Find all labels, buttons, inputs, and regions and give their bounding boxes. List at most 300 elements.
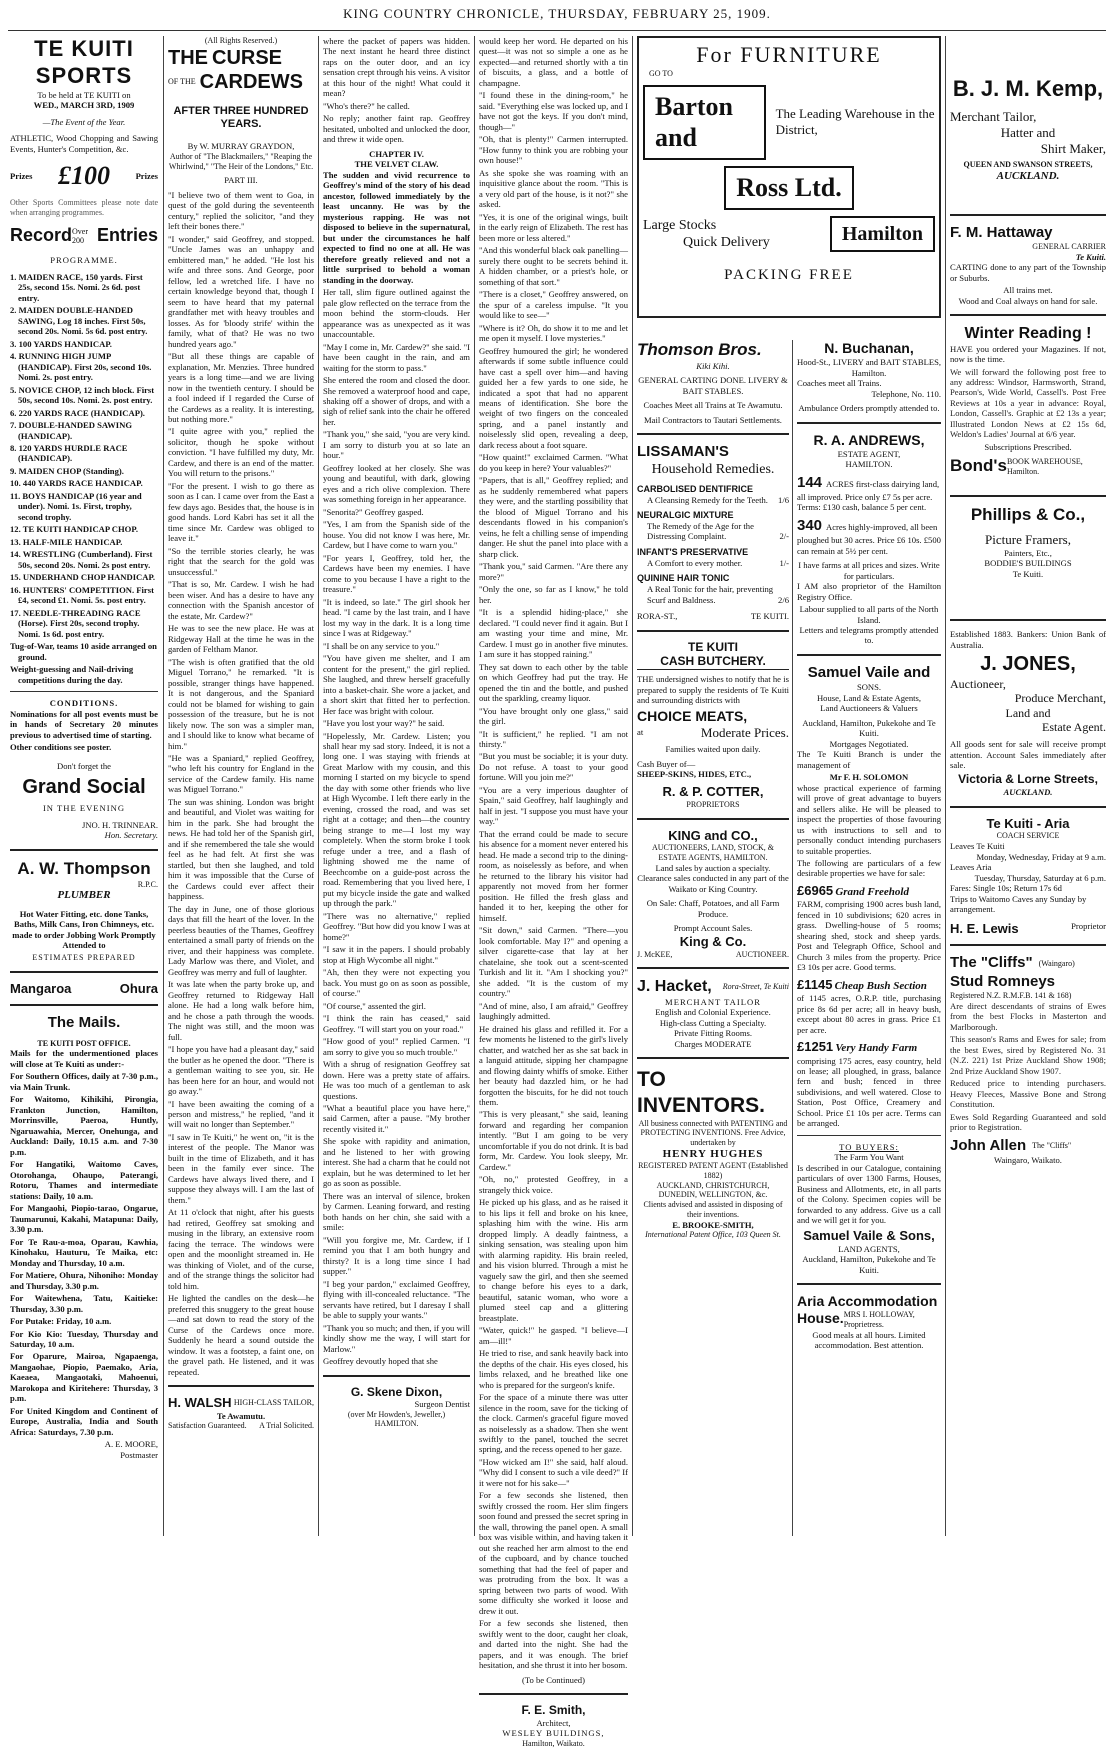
boddie: BODDIE'S BUILDINGS xyxy=(984,558,1072,569)
story-paragraph: "Water, quick!" he gasped. "I believe—I am—ill!" xyxy=(479,1325,628,1346)
allen-cliffs: The "Cliffs" xyxy=(1032,1140,1072,1150)
packing-free: PACKING FREE xyxy=(724,267,854,284)
story-paragraph: "I beg your pardon," exclaimed Geoffrey, flying with ill-concealed reluctance. "The servants have retired, but I daresay I shall be able to supply your wants." xyxy=(323,1278,470,1321)
remedy-desc: The Remedy of the Age for the Distressing Complaint. xyxy=(647,520,754,542)
plumber-title: PLUMBER xyxy=(57,889,111,902)
remedy-name: INFANT'S PRESERVATIVE xyxy=(637,546,749,557)
kemp-town: AUCKLAND. xyxy=(996,170,1060,183)
remedy-desc: A Real Tonic for the hair, preventing Scurf and Baldness. xyxy=(647,584,774,605)
cliffs-row xyxy=(950,954,1106,972)
story-text xyxy=(323,287,470,1366)
column-divider xyxy=(474,36,475,1536)
story-paragraph: "You are a very imperious daughter of Spain," said Geoffrey, half laughingly and half in jest. "I suppose you must have your way." xyxy=(479,784,628,827)
aria-name: Aria Accommodation xyxy=(797,1293,938,1310)
programme-item: Tug-of-War, teams 10 aside arranged on ground. xyxy=(10,641,157,662)
hattaway-town: Te Kuiti. xyxy=(1075,251,1106,262)
aria-prop: MRS I. HOLLOWAY, Proprietress. xyxy=(843,1310,915,1329)
vaile-sons: SONS. xyxy=(856,682,882,693)
prop3-body: comprising 175 acres, easy country, held on lease; all ploughed, in grass, balance fern and bush; fenced in three subdivisions, and well watered. Close to Station, Post Office, Creamery and School. Price £1 10s per acre. Terms can be arranged. xyxy=(797,1055,941,1129)
on-sale: On Sale: Chaff, Potatoes, and all Farm Produce. xyxy=(646,898,780,919)
hattaway-name: F. M. Hattaway xyxy=(950,223,1053,241)
choice-meats: CHOICE MEATS, xyxy=(637,707,748,724)
hughes-clients: Clients advised and assisted in disposing of their inventions. xyxy=(643,1200,783,1219)
programme-item: 3. 100 YARDS HANDICAP. xyxy=(10,338,112,349)
story-paragraph: "There is a closet," Geoffrey answered, on the spur of a careless impulse. "It you would like to see—" xyxy=(479,289,628,321)
buyers-body: Is described in our Catalogue, containing particulars of over 1300 Farms, Houses, Business and Allotments, etc, in all parts of the Colony. Specimen copies will be forwarded to any address. Give us a call and we will get it for you. xyxy=(797,1162,941,1226)
title-curse: CURSE xyxy=(212,46,283,69)
buchanan-town: Hamilton. xyxy=(851,367,887,378)
hamilton-logo: Hamilton xyxy=(830,216,935,252)
other-sports: Other Sports Committees please note date when arranging programmes. xyxy=(10,197,158,217)
cliffs1: The "Cliffs" xyxy=(950,954,1033,972)
jones-t1: Auctioneer, xyxy=(950,676,1006,691)
story-paragraph: "I hope you have had a pleasant day," said the butler as he opened the door. "There is a gentleman waiting to see you, sir. He has been here for an hour, and would not go away." xyxy=(168,1044,314,1097)
story-paragraph: "I quite agree with you," replied the solicitor, though he spoke without conviction. "I have fulfilled my duty, Mr. Cardew, and there is an end of the matter. You will return to the prisons." xyxy=(168,426,314,479)
king-name: KING and CO., xyxy=(668,827,758,843)
jones-name: J. JONES, xyxy=(980,653,1076,676)
remedy-desc: A Comfort to every mother. xyxy=(647,557,743,568)
buchanan-coaches: Coaches meet all Trains. xyxy=(797,378,882,389)
masthead-rule xyxy=(8,30,1106,31)
story-paragraph: It was late when the party broke up, and Geoffrey returned to Ridgeway Hall alone. He had a long walk before him, and he chose a path through the woods. The night was still, and the moon was full. xyxy=(168,979,314,1042)
andrews-name: R. A. ANDREWS, xyxy=(813,431,925,448)
story-paragraph: "Hopelessly, Mr. Cardew. Listen; you shall hear my sad story. Indeed, it is not a long one. I was staying with friends at Great Marlow with my cousin, and this morning I started on my bicycle to spend the day with some other friends who live at High Wycombe. I left there early in the evening, crossed the road, and was set right at a cottage; and then—the country being strange to me—I lost my way completely. When the storm broke I took refuge under a tree, and a flash of lightning showed me the name of Beechcombe on a guide-post across the road. Remembering that you lived here, I put my bicycle inside the gate and walked up through the park." xyxy=(323,730,470,909)
andrews-letters: Letters and telegrams promptly attended to. xyxy=(799,624,939,646)
programme-item: 8. 120 YARDS HURDLE RACE (HANDICAP). xyxy=(10,443,128,464)
farm-want: The Farm You Want xyxy=(834,1152,904,1163)
column-2 xyxy=(168,36,314,1536)
remedy-desc: A Cleansing Remedy for the Teeth. xyxy=(647,494,768,505)
story-paragraph: "Will you forgive me, Mr. Cardew, if I remind you that I am both hungry and thirsty? It is a long time since I had supper." xyxy=(323,1234,470,1277)
walsh-name: H. WALSH xyxy=(168,1395,232,1411)
story-paragraph: "How good of you!" replied Carmen. "I am sorry to give you so much trouble." xyxy=(323,1036,470,1057)
hacket-name: J. Hacket, xyxy=(637,978,712,996)
vaile-house: House, Land & Estate Agents, xyxy=(816,692,922,703)
coach-days-k: Monday, Wednesday, Friday at 9 a.m. xyxy=(976,851,1106,862)
stock-row xyxy=(643,216,935,252)
rora-row xyxy=(637,611,789,621)
walsh-right: A Trial Solicited. xyxy=(259,1421,314,1431)
andrews-farms: I have farms at all prices and sizes. Write for particulars. xyxy=(798,560,940,581)
story-paragraph: "But you must be sociable; it is your duty. Do not refuse. A toast to your good fortune. Will you join me?" xyxy=(479,751,628,783)
thomson-body: GENERAL CARTING DONE. LIVERY & BAIT STABLES. xyxy=(638,375,788,396)
skene-town: HAMILTON. xyxy=(374,1419,419,1429)
story-paragraph: For a few seconds she listened, then swiftly crossed the room. Her slim fingers soon found and pressed the secret spring in the wall, throwing the panel open. A small box was visible within, and having taken it out she reached her arm almost to the end of the cupboard, and by chance touched something that had the feel of paper and was protruding from the box. It was a spring between two parts of wood. With some difficulty she worked it loose and drew it out. xyxy=(479,1490,628,1616)
column-6 xyxy=(797,340,941,1536)
mails-title: The Mails. xyxy=(47,1014,121,1032)
andrews-town: HAMILTON. xyxy=(845,459,893,470)
prop2-price: £1145 xyxy=(797,976,833,992)
rora-town: TE KUITI. xyxy=(750,611,789,622)
hacket-cutting: High-class Cutting a Specialty. xyxy=(659,1017,767,1028)
chapter-title: THE VELVET CLAW. xyxy=(354,159,439,170)
story-paragraph: With a shrug of resignation Geoffrey sat down. Here was a pretty state of affairs. He was too much of a gentleman to ask questions. xyxy=(323,1059,470,1101)
sports-title: TE KUITI SPORTS xyxy=(34,36,134,88)
lewis: H. E. Lewis xyxy=(950,920,1019,936)
column-divider xyxy=(318,36,319,1536)
barton-row xyxy=(643,85,935,160)
thomson-trains: Coaches Meet all Trains at Te Awamutu. xyxy=(643,400,783,411)
jones-t2: Produce Merchant, xyxy=(1014,691,1106,706)
column-1 xyxy=(10,36,158,1536)
leading-warehouse: The Leading Warehouse in the District, xyxy=(775,106,935,138)
mckee-left: J. McKEE, xyxy=(637,949,673,959)
vaile2-name: Samuel Vaile & Sons, xyxy=(803,1227,935,1243)
story-paragraph: "Sit down," said Carmen. "There—you look comfortable. May I?" and opening a silver cigarette-case that lay at her chatelaine, she took out a scent-scented Turkish and lit it. "Am I shocking you?" she added. "It is the custom of my country." xyxy=(479,925,628,999)
story-paragraph: "The wish is often gratified that the old Miguel Torrano," he remarked. "It is possible, stranger things have happened. It is not dangerous, and the Spaniard could not be blamed for wishing to gain possession of the treasure, but he is not likely now. The son was a simpler man, and I should like to know what became of him." xyxy=(168,656,314,751)
winter-sub: Subscriptions Prescribed. xyxy=(984,441,1072,452)
remedy-row xyxy=(637,521,789,542)
hacket-body: English and Colonial Experience. xyxy=(655,1007,771,1018)
story-paragraph: Geoffrey devoutly hoped that she xyxy=(323,1356,438,1367)
prizes-amount: £100 xyxy=(58,161,110,191)
story-paragraph: "Oh, that is plenty!" Carmen interrupted. "How funny to think you are robbing your own house!" xyxy=(479,134,628,166)
families: Families waited upon daily. xyxy=(665,744,761,755)
mail-schedule-item: For Te Rau-a-moa, Oparau, Kawhia, Kinohaku, Hauturu, Te Maika, etc: Monday and Thursday, 10 a.m. xyxy=(10,1236,158,1268)
buchanan-hood: Hood-St., xyxy=(797,357,831,368)
title-cardews: CARDEWS xyxy=(199,71,303,94)
story-paragraph: At 11 o'clock that night, after his guests had retired, Geoffrey sat smoking and musing in the library, an extensive room facing the terrace. The windows were open and the moonlight streamed in. He was thinking of Violet, and of the curse, and of the strange things the solicitor had told him. xyxy=(168,1207,314,1291)
aria-body: Good meals at all hours. Limited accommodation. Best attention. xyxy=(812,1329,926,1351)
hacket-addr: Rora-Street, Te Kuiti xyxy=(722,982,789,992)
story-paragraph: For the space of a minute there was utter silence in the room, save for the ticking of the clock. Carmen's graceful figure moved as noiselessly as a shadow. Then she went swiftly to the panel, touched the secret spring, and the recess opened to her gaze. xyxy=(479,1392,628,1455)
programme-item: 16. HUNTERS' COMPETITION. First £4, second £1. Nomi. 5s. post entry. xyxy=(10,584,154,606)
mckee-right: AUCTIONEER. xyxy=(735,949,789,959)
record-entries xyxy=(10,225,158,247)
mail-schedule-item: For Waitewhena, Tatu, Kaitieke: Thursday, 3.30 p.m. xyxy=(10,1293,158,1314)
programme-item: Weight-guessing and Nail-driving competitions during the day. xyxy=(10,664,134,685)
kemp-addr: QUEEN AND SWANSON STREETS, xyxy=(963,160,1093,170)
prop1-name: Grand Freehold xyxy=(835,885,909,898)
story-paragraph: "I think the rain has ceased," said Geoffrey. "I will start you on your road." xyxy=(323,1013,470,1034)
remedy-name: CARBOLISED DENTIFRICE xyxy=(637,483,754,494)
story-paragraph: "May I come in, Mr. Cardew?" she said. "I have been caught in the rain, and am waiting for the storm to pass." xyxy=(323,341,470,373)
prizes-right: Prizes xyxy=(135,170,158,181)
programme-item: 10. 440 YARDS RACE HANDICAP. xyxy=(10,478,143,489)
coach-service: COACH SERVICE xyxy=(996,831,1060,841)
mail-schedule-item: For Hangatiki, Waitomo Caves, Otorohanga, Ohaupo, Paterangi, Rotoru, Thames and intermediate stations: Daily, 10 a.m. xyxy=(10,1159,158,1201)
programme-item: 4. RUNNING HIGH JUMP (HANDICAP). First 20s, second 10s. Nomi. 2s. post entry. xyxy=(10,351,152,383)
prompt-sales: Prompt Account Sales. xyxy=(673,923,753,934)
sports-held: To be held at TE KUITI on xyxy=(37,89,131,100)
hattaway-body: CARTING done to any part of the Township or Suburbs. xyxy=(950,262,1106,283)
prop1-title xyxy=(797,883,941,899)
smith-name: F. E. Smith, xyxy=(521,1703,586,1718)
story-paragraph: "Yes, I am from the Spanish side of the house. You did not know I was here, Mr. Cardew, but I have come to warn you." xyxy=(323,519,470,551)
story-paragraph: "It is sufficient," he replied. "I am not thirsty." xyxy=(479,728,628,749)
winter-reading: Winter Reading ! xyxy=(964,325,1092,343)
programme-list xyxy=(10,272,158,685)
prop1-body: FARM, comprising 1900 acres bush land, fenced in 10 subdivisions; 620 acres in grass. Dwelling-house of 5 rooms; shearing shed, stock and sheep yards. Post and Telegraph Office, School and Church 3 miles from the property. Price £3 10s per acre. Good terms. xyxy=(797,899,941,973)
smith-title: Architect, xyxy=(536,1717,571,1728)
phillips-name: Phillips & Co., xyxy=(970,505,1086,525)
hattaway-title: GENERAL CARRIER xyxy=(1032,241,1106,251)
walsh-town: Te Awamutu. xyxy=(216,1410,266,1421)
part-number: PART III. xyxy=(224,175,258,186)
prop2-name: Cheap Bush Section xyxy=(834,979,927,992)
ambulance: Ambulance Orders promptly attended to. xyxy=(798,403,940,414)
remedy-price: 2/- xyxy=(779,531,789,542)
story-paragraph: He was to see the new place. He was at Ridgeway Hall at the time he was in the garden of Feltham Manor. xyxy=(168,623,314,655)
butchery-2: CASH BUTCHERY. xyxy=(637,654,789,670)
vaile-branch: The Te Kuiti Branch is under the management of xyxy=(797,749,941,770)
cliffs-sold: Ewes Sold Regarding Guaranteed and sold prior to Registration. xyxy=(950,1111,1106,1133)
quick-delivery: Quick Delivery xyxy=(683,234,770,250)
story-paragraph: "There was no alternative," replied Geoffrey. "But how did you know I was at home?" xyxy=(323,910,470,942)
vaile2-towns: Auckland, Hamilton, Pukekohe and Te Kuiti. xyxy=(802,1254,936,1275)
solomon: Mr F. H. SOLOMON xyxy=(829,772,909,783)
coach-trips: Trips to Waitomo Caves any Sunday by arrangement. xyxy=(950,893,1087,915)
story-paragraph: "I believe two of them went to Goa, in quest of the gold during the seventeenth century," replied the solicitor, "and they left their bones there." xyxy=(168,189,314,232)
story-paragraph: They sat down to each other by the table on which Geoffrey had put the tray. He opened the tin and the bottle, and pushed out the sparkling, creamy liquor. xyxy=(479,661,628,704)
established: Established 1883. Bankers: Union Bank of Australia. xyxy=(950,629,1106,650)
to-buyers: TO BUYERS: xyxy=(839,1141,899,1152)
story-paragraph: "This is very pleasant," she said, leaning forward and regarding her companion intently. "But I am going to be very uncomfortable if you do not drink. It is bad form, Mr. Cardew. You look sleepy, Mr. Cardew." xyxy=(479,1109,628,1172)
programme-item: 14. WRESTLING (Cumberland). First 50s, second 20s. Nomi. 2s post entry. xyxy=(10,549,153,570)
column-3 xyxy=(323,36,470,1536)
prop1-price: £6965 xyxy=(797,882,834,898)
story-paragraph: "That is so, Mr. Cardew. I wish he had been wiser. And has a desire to have any connection with the Spanish ancestor of the estate, Mr. Cardew?" xyxy=(168,579,314,621)
remedy-item xyxy=(637,573,789,605)
brooke: E. BROOKE-SMITH, xyxy=(672,1219,754,1230)
mail-schedule-item: For Oparure, Mairoa, Ngapaenga, Mangaohae, Piopio, Paemako, Aria, Kaeaea, Mangaotaki, Mahoenui, Marokopa and Kiritehere: Thursday, 3 p.m. xyxy=(10,1351,158,1404)
mckee-row xyxy=(637,950,789,960)
prizes-left: Prizes xyxy=(10,170,33,181)
story-paragraph: "Oh, no," protested Geoffrey, in a strangely thick voice. xyxy=(479,1174,628,1195)
furniture-for: For FURNITURE xyxy=(696,42,882,67)
estimates: ESTIMATES PREPARED xyxy=(32,952,136,962)
coach-name: Te Kuiti - Aria xyxy=(986,815,1070,831)
story-title xyxy=(168,46,314,70)
conditions-heading: CONDITIONS. xyxy=(49,698,119,709)
mail-schedule-item: For Mangaohi, Piopio-tarao, Ongarue, Taumarunui, Kakahi, Matapuna: Daily, 3.30 p.m. xyxy=(10,1203,158,1235)
story-paragraph: She spoke with rapidity and animation, and he listened to her with growing interest. She had a charm that he could not explain, but he was determined to let her go as soon as possible. xyxy=(323,1136,470,1189)
ohura: Ohura xyxy=(119,980,158,996)
king-sub: AUCTIONEERS, LAND, STOCK, & ESTATE AGENTS, HAMILTON. xyxy=(651,843,775,863)
skene-title: Surgeon Dentist xyxy=(414,1399,470,1410)
intl-office: International Patent Office, 103 Queen St. xyxy=(645,1230,781,1240)
hughes-towns: AUCKLAND, CHRISTCHURCH, DUNEDIN, WELLINGTON, &c. xyxy=(656,1180,770,1200)
merchant-tailor: MERCHANT TAILOR xyxy=(665,996,761,1007)
story-paragraph: "But all these things are capable of explanation, Mr. Menzies. Three hundred years is a long time—and we are living now in the twentieth century. I should be a fool indeed if I regarded the Curse of the Cardews as a reality. It is interesting, but nothing more." xyxy=(168,351,314,424)
remedy-name: QUININE HAIR TONIC xyxy=(637,573,730,584)
aria-house: House. xyxy=(797,1310,844,1327)
programme-item: 6. 220 YARDS RACE (HANDICAP). xyxy=(10,407,145,418)
title-the: THE xyxy=(168,46,208,69)
bonds: Bond's xyxy=(950,456,1007,476)
prop2-body: of 1145 acres, O.R.P. title, purchasing price 8s 6d per acre; all in heavy bush, except about 80 acres in grass. Price £1 per acre. xyxy=(797,993,941,1035)
story-paragraph: "What a beautiful place you have here," said Carmen, after a pause. "My brother recently visited it." xyxy=(323,1102,470,1134)
allen-row xyxy=(950,1137,1106,1155)
at-word: at xyxy=(637,727,644,738)
story-paragraph: "And of mine, also, I am afraid," Geoffrey laughingly admitted. xyxy=(479,1000,628,1022)
listing-acres: 340 xyxy=(797,516,823,534)
mails-intro: Mails for the undermentioned places will close at Te Kuiti as under:- xyxy=(10,1048,158,1069)
buchanan-telephone: Telephone, No. 110. xyxy=(871,388,941,399)
property-listing xyxy=(797,517,941,556)
allen-town: Waingaro, Waikato. xyxy=(994,1154,1062,1165)
bonds-row xyxy=(950,456,1106,477)
column-divider xyxy=(945,36,946,1536)
barton-logo: Barton and xyxy=(643,85,766,160)
remedy-item xyxy=(637,510,789,542)
remedy-row xyxy=(637,558,789,568)
event-of-year: —The Event of the Year. xyxy=(42,116,126,127)
story-paragraph: Geoffrey humoured the girl; he wondered afterwards if some subtle influence could have cast a spell over him—and having guided her a few yards to one side, he indicated a spot that had no apparent means of identification. She bore the weight of two fingers on the concealed spring, and a panel instantly and noiselessly slid open, revealing a deep, dark recess about a foot square. xyxy=(479,345,628,450)
remedy-row xyxy=(637,584,789,605)
after-years: AFTER THREE HUNDRED YEARS. xyxy=(173,104,309,130)
story-paragraph: "So the terrible stories clearly, he was right that the search for the gold was unsuccessful." xyxy=(168,545,314,577)
vaile-particulars: The following are particulars of a few desirable properties we have for sale: xyxy=(797,858,941,879)
programme-item: 17. NEEDLE-THREADING RACE (Horse). First 20s, second trophy. Nomi. 1s 6d. post entry. xyxy=(10,607,141,639)
butchery-body: THE undersigned wishes to notify that he is prepared to supply the residents of Te Kuiti and surrounding districts with xyxy=(637,674,789,706)
programme-item: 5. NOVICE CHOP, 12 inch block. First 50s, second 10s. Nomi. 2s. post entry. xyxy=(10,384,155,406)
column-divider xyxy=(163,36,164,1536)
cash-buyer: Cash Buyer of— xyxy=(637,758,696,769)
thompson-name: A. W. Thompson xyxy=(17,858,151,878)
story-paragraph: "How quaint!" exclaimed Carmen. "What do you keep in here? Your valuables?" xyxy=(479,452,628,473)
vaile-mort: Mortgages Negotiated. xyxy=(829,738,909,749)
programme-item: 7. DOUBLE-HANDED SAWING (HANDICAP). xyxy=(10,420,132,441)
go-to: GO TO xyxy=(649,68,673,78)
story-paragraph: "Of course," assented the girl. xyxy=(323,1000,426,1011)
butchery-1: TE KUITI xyxy=(688,639,738,654)
story-paragraph: "Ah, then they were not expecting you back. You must go on as soon as possible, of course." xyxy=(323,967,470,999)
story-paragraph: She entered the room and closed the door. She removed a waterproof hood and cape, shaking off a shower of drops, and with a sigh of relief sank into the chair he offered her. xyxy=(323,375,470,427)
walsh-trade: HIGH-CLASS TAILOR, xyxy=(233,1398,314,1408)
story-paragraph: "I shall be on any service to you." xyxy=(323,640,440,651)
coach-leaves-a: Leaves Aria xyxy=(950,862,992,873)
story-paragraph: "It is a splendid hiding-place," she declared. "I could never find it again. But I am wasting your time and mine, Mr. Cardew. I must go in another five minutes. I am sure it has stopped raining." xyxy=(479,607,628,660)
walsh-footer xyxy=(168,1421,314,1431)
story-paragraph: "I saw in Te Kuiti," he went on, "it is the interest of the people. The Manor was built in the time of Elizabeth, and it has been in the family ever since. The Cardews have always lived there, and I suppose they always will. I am the last of them." xyxy=(168,1131,314,1205)
programme-item: 1. MAIDEN RACE, 150 yards. First 25s, second 15s. Nomi. 2s 6d. post entry. xyxy=(10,271,143,303)
remedy-name: NEURALGIC MIXTURE xyxy=(637,509,734,520)
mail-schedule-item: For Waitomo, Kihikihi, Pirongia, Frankton Junction, Hamilton, Morrinsville, Paeroa, Huntly, Ngaruawahia, Mercer, Onehunga, and Auckland: Daily, 10.15 a.m. and 7-30 p.m. xyxy=(10,1094,158,1157)
prop3-name: Very Handy Farm xyxy=(835,1042,918,1055)
winter-body: HAVE you ordered your Magazines. If not, now is the time. xyxy=(950,343,1106,365)
walsh-ad xyxy=(168,1395,314,1411)
conditions-text: Nominations for all post events must be in hands of Secretary 20 minutes previous to advertised time of starting. xyxy=(10,708,158,740)
story-paragraph: There was an interval of silence, broken by Carmen. Leaning forward, and resting both hands on her chin, she said with a smile: xyxy=(323,1190,470,1233)
story-paragraph: That the errand could be made to secure his absence for a moment never entered his head. He made a second trip to the dining-room, as noiselessly as before, and when he returned to the library his visitor had apparently not moved from her former position. He filled the fresh glass and handed it to her, keeping the other for himself. xyxy=(479,828,628,923)
remedy-price: 1/6 xyxy=(778,494,789,505)
mails-list xyxy=(10,1071,158,1437)
story-paragraph: "Thank you," said Carmen. "Are there any more?" xyxy=(479,561,628,582)
vaile-valuers: Land Auctioneers & Valuers xyxy=(820,703,918,714)
remedy-row xyxy=(637,495,789,505)
chapter-intro: The sudden and vivid recurrence to Geoffrey's mind of the story of his dead ancestor, followed immediately by the least uncanny. He was by the mysterious rapping. He was not disposed to believe in the supernatural, but under the circumstances he half expected to find no one at all. He was therefore greatly relieved and not a little surprised to behold a woman standing in the doorway. xyxy=(323,169,470,285)
victoria: Victoria & Lorne Streets, xyxy=(958,772,1098,787)
story-paragraph: "How wicked am I!" she said, half aloud. "Why did I consent to such a vile deed?" If it were not for his sake—" xyxy=(479,1456,628,1488)
thomson-mail: Mail Contractors to Tautari Settlements. xyxy=(644,414,782,425)
bonds-sub: BOOK WAREHOUSE, Hamilton. xyxy=(1006,457,1083,476)
column-4 xyxy=(479,36,628,1748)
mail-schedule-item: For Putake: Friday, 10 a.m. xyxy=(10,1316,112,1327)
andrews-listings xyxy=(797,474,941,557)
story-paragraph: The day in June, one of those glorious days that fill the heart of the lover. In the peerless beauties of the Thames, Geoffrey entertained a small party of friends on the river, and their happiness was complete. Lady Marlow was there, and Violet, and Geoffrey was merry and full of laughter. xyxy=(168,903,314,977)
mail-schedule-item: For United Kingdom and Continent of Europe, Australia, India and South Africa: Saturdays, 7.30 p.m. xyxy=(10,1405,158,1437)
mail-schedule-item: For Southern Offices, daily at 7-30 p.m., via Main Trunk. xyxy=(10,1071,158,1092)
story-paragraph: "Yes, it is one of the original wings, built in the early reign of Elizabeth. The rest has been more or less altered." xyxy=(479,211,628,243)
author-desc: Author of "The Blackmailers," "Reaping the Whirlwind," "The Heir of the Londons," Etc. xyxy=(168,151,314,171)
athletic-line: ATHLETIC, Wood Chopping and Sawing Events, Hunter's Competition, &c. xyxy=(10,133,158,154)
buchanan-livery: LIVERY and BAIT STABLES, xyxy=(832,357,941,368)
post-office: TE KUITI POST OFFICE. xyxy=(37,1038,131,1048)
mangaroa-ohura xyxy=(10,981,158,997)
listing-acres: 144 xyxy=(797,473,823,491)
story-paragraph: "Thank you so much; and then, if you will kindly show me the way, I will start for Marlow." xyxy=(323,1322,470,1354)
story-paragraph: "Where is it? Oh, do show it to me and let me open it myself. I love mysteries." xyxy=(479,322,628,344)
coach-fares: Fares: Single 10s; Return 17s 6d xyxy=(950,883,1062,894)
prop3-title xyxy=(797,1039,941,1055)
programme-item: 12. TE KUITI HANDICAP CHOP. xyxy=(10,524,138,535)
remedies-list xyxy=(637,484,789,606)
column-divider xyxy=(632,36,633,1536)
story-paragraph: "Senorita?" Geoffrey gasped. xyxy=(323,506,424,517)
ross-row xyxy=(643,166,935,210)
record-left: Record xyxy=(10,225,73,246)
programme-heading: PROGRAMME. xyxy=(50,255,118,266)
inventors-body: All business connected with PATENTING and PROTECTING INVENTIONS. Free Advice, undertaken by xyxy=(638,1118,788,1148)
cliffs-reduced: Reduced price to intending purchasers. Heavy Fleeces, Massive Bone and Strong Constitution. xyxy=(950,1078,1106,1110)
lewis-row xyxy=(950,921,1106,937)
story-text-top xyxy=(323,36,470,145)
story-paragraph: "You have given me shelter, and I am content for the present," the girl replied. She laughed, and threw herself gracefully into a basket-chair. She wore a jacket, and a short skirt that fitted her to perfection. Her face was bright with colour. xyxy=(323,653,470,716)
property-listing xyxy=(797,474,941,513)
title-of-the: OF THE xyxy=(168,77,196,87)
king-body: Land sales by auction a specialty. xyxy=(655,862,771,873)
remedy-item xyxy=(637,547,789,568)
winter-list: We will forward the following post free to any address: Windsor, Harmsworth, Strand, Pearson's, Wide World, Cassell's. Post Free Reviews at 10s a year in advance: Royal, London, Cassell's. Graphic at £2 13s a year; Illustrated London News at £2 15s 6d, Weldon's Ladies' Journal at 6/6 year. xyxy=(950,366,1106,440)
mail-schedule-item: For Matiere, Ohura, Nihoniho: Monday and Thursday, 3.30 p.m. xyxy=(10,1270,158,1291)
aria-row xyxy=(797,1310,941,1330)
vaile-exp: whose practical experience of farming will prove of great advantage to buyers and sellers alike. He will be pleased to inspect the properties of those favouring us with instructions to sell and to personally conduct intending purchasers to suitable properties. xyxy=(797,782,941,856)
picture-framers: Picture Framers, xyxy=(985,531,1071,547)
dont-forget: Don't forget the xyxy=(57,760,111,771)
thomson-name: Thomson Bros. xyxy=(637,340,762,359)
jones-t4: Estate Agent. xyxy=(1042,720,1106,735)
andrews-estate: ESTATE AGENT, xyxy=(837,448,901,459)
skene-name: G. Skene Dixon, xyxy=(350,1384,443,1399)
programme-item: 11. BOYS HANDICAP (16 year and under). Nomi. 1s. First, trophy, second trophy. xyxy=(10,490,142,522)
walsh-left: Satisfaction Guaranteed. xyxy=(168,1421,247,1431)
moderate-row xyxy=(637,725,789,741)
column-7 xyxy=(950,36,1106,1536)
cliffs-body: Are direct descendants of strains of Ewes from the best Flocks in Masterton and Marlborough. xyxy=(950,1000,1106,1032)
story-paragraph: He picked up his glass, and as he raised it to his lips it fell and broke on his knee, splashing him with the wine. His arm dropped limply. A deadly faintness, a sinking sensation, was stealing upon him with alarming rapidity. His brain reeled, and his vision blurred. Through a mist he vaguely saw the girl, and then she seemed to change before his eyes to a dark, beautiful, satanic woman, who wore a plumed steel cap and a glittering breastplate. xyxy=(479,1197,628,1323)
mail-schedule-item: For Kio Kio: Tuesday, Thursday and Saturday, 10 a.m. xyxy=(10,1328,158,1349)
in-evening: IN THE EVENING xyxy=(42,803,126,814)
large-stocks: Large Stocks xyxy=(643,217,717,233)
record-over: Over 200 xyxy=(72,226,89,246)
mangaroa: Mangaroa xyxy=(10,980,72,996)
column-divider xyxy=(792,340,793,1536)
king-clearance: Clearance sales conducted in any part of the Waikato or King Country. xyxy=(637,873,789,894)
conditions-other: Other conditions see poster. xyxy=(10,742,112,753)
secretary-name: JNO. H. TRINNEAR. xyxy=(82,819,158,830)
postmaster-title: Postmaster xyxy=(120,1449,158,1460)
jones-body: All goods sent for sale will receive prompt attention. Account Sales immediately after sale. xyxy=(950,739,1106,770)
story-paragraph: Geoffrey looked at her closely. She was young and beautiful, with dark, glowing eyes and a rich olive complexion. There was something foreign in her appearance. xyxy=(323,462,470,505)
story-paragraph: where the packet of papers was hidden. The next instant he heard three distinct raps on the outer door, and an icy sensation crept through his veins. A visitor at this hour of the night! What could it mean? xyxy=(323,36,470,99)
story-paragraph: He tried to rise, and sank heavily back into the depths of the chair. His eyes closed, his limbs relaxed, and he breathed like one who is prepared for the surgeon's knife. xyxy=(479,1348,628,1390)
kemp-t1: Merchant Tailor, xyxy=(950,108,1037,124)
story-paragraph: "It is indeed, so late." The girl shook her head. "I came by the last train, and I have lost my way in the dark. It is a long time since I was at Ridgeway." xyxy=(323,596,470,639)
buchanan-name: N. Buchanan, xyxy=(824,340,914,356)
column-5 xyxy=(637,340,789,1536)
furniture-ad xyxy=(637,36,941,336)
